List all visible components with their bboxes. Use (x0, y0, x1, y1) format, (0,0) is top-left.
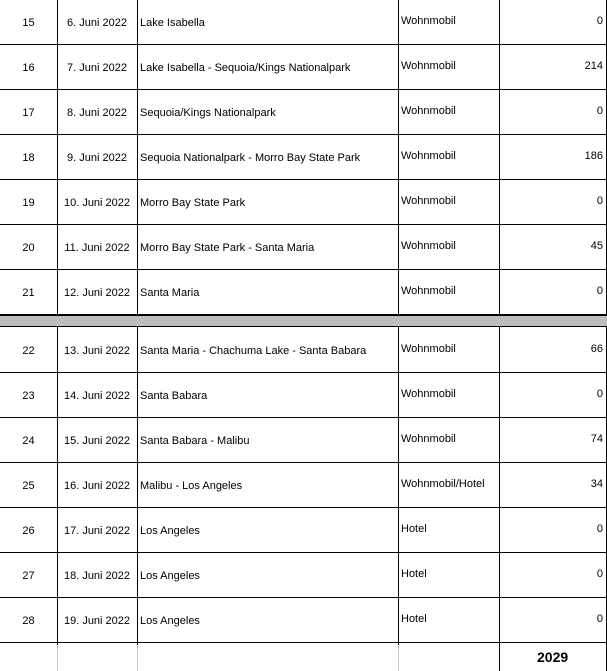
row-date: 17. Juni 2022 (63, 525, 131, 537)
row-date: 10. Juni 2022 (63, 197, 131, 209)
row-km: 66 (590, 343, 603, 355)
row-km: 214 (584, 60, 603, 72)
row-route: Morro Bay State Park - Santa Maria (140, 242, 315, 254)
table-row (0, 463, 607, 508)
row-date: 14. Juni 2022 (63, 390, 131, 402)
table-row (0, 553, 607, 598)
row-km: 0 (596, 105, 603, 117)
row-route: Morro Bay State Park (140, 197, 246, 209)
total-row (0, 645, 607, 671)
row-route: Los Angeles (140, 615, 200, 627)
row-route: Sequoia Nationalpark - Morro Bay State Park (140, 152, 361, 164)
row-vehicle-type: Wohnmobil (401, 105, 456, 117)
row-km: 0 (596, 285, 603, 297)
section-separator (0, 315, 607, 327)
row-vehicle-type: Wohnmobil (401, 240, 456, 252)
row-date: 15. Juni 2022 (63, 435, 131, 447)
row-date: 18. Juni 2022 (63, 570, 131, 582)
row-date: 16. Juni 2022 (63, 480, 131, 492)
row-km: 0 (596, 195, 603, 207)
row-vehicle-type: Hotel (401, 568, 427, 580)
row-route: Santa Maria (140, 287, 200, 299)
row-km: 0 (596, 613, 603, 625)
row-vehicle-type: Hotel (401, 523, 427, 535)
row-route: Sequoia/Kings Nationalpark (140, 107, 276, 119)
table-row (0, 598, 607, 643)
row-number: 19 (22, 197, 35, 209)
row-number: 22 (22, 345, 35, 357)
row-route: Los Angeles (140, 525, 200, 537)
row-date: 8. Juni 2022 (67, 107, 127, 119)
row-km: 74 (590, 433, 603, 445)
row-route: Lake Isabella - Sequoia/Kings Nationalpark (140, 62, 351, 74)
table-row (0, 418, 607, 463)
row-number: 25 (22, 480, 35, 492)
row-number: 23 (22, 390, 35, 402)
row-vehicle-type: Wohnmobil (401, 195, 456, 207)
row-vehicle-type: Wohnmobil (401, 285, 456, 297)
row-vehicle-type: Hotel (401, 613, 427, 625)
row-vehicle-type: Wohnmobil (401, 15, 456, 27)
row-vehicle-type: Wohnmobil (401, 433, 456, 445)
row-route: Santa Maria - Chachuma Lake - Santa Babara (140, 345, 367, 357)
row-vehicle-type: Wohnmobil (401, 388, 456, 400)
row-vehicle-type: Wohnmobil (401, 60, 456, 72)
row-vehicle-type: Wohnmobil (401, 343, 456, 355)
row-route: Los Angeles (140, 570, 200, 582)
row-km: 34 (590, 478, 603, 490)
table-row (0, 180, 607, 225)
table-row (0, 373, 607, 418)
row-number: 16 (22, 62, 35, 74)
row-number: 20 (22, 242, 35, 254)
row-km: 0 (596, 15, 603, 27)
row-km: 0 (596, 568, 603, 580)
row-number: 17 (22, 107, 35, 119)
row-route: Santa Babara (140, 390, 208, 402)
row-km: 0 (596, 388, 603, 400)
table-row (0, 135, 607, 180)
row-route: Santa Babara - Malibu (140, 435, 250, 447)
total-km: 2029 (537, 649, 569, 665)
row-km: 186 (584, 150, 603, 162)
table-row (0, 225, 607, 270)
table-row (0, 0, 607, 45)
table-row (0, 328, 607, 373)
row-date: 9. Juni 2022 (67, 152, 127, 164)
row-date: 7. Juni 2022 (67, 62, 127, 74)
row-date: 13. Juni 2022 (63, 345, 131, 357)
table-row (0, 90, 607, 135)
row-vehicle-type: Wohnmobil (401, 150, 456, 162)
table-row (0, 45, 607, 90)
row-date: 6. Juni 2022 (67, 17, 127, 29)
row-date: 11. Juni 2022 (64, 242, 130, 254)
row-number: 24 (22, 435, 35, 447)
row-route: Lake Isabella (140, 17, 205, 29)
row-vehicle-type: Wohnmobil/Hotel (401, 478, 485, 490)
row-number: 27 (22, 570, 35, 582)
row-number: 28 (22, 615, 35, 627)
table-row (0, 270, 607, 315)
row-km: 45 (590, 240, 603, 252)
row-number: 18 (22, 152, 35, 164)
row-date: 19. Juni 2022 (63, 615, 131, 627)
row-number: 26 (22, 525, 35, 537)
row-km: 0 (596, 523, 603, 535)
table-row (0, 508, 607, 553)
row-number: 21 (22, 287, 35, 299)
row-route: Malibu - Los Angeles (140, 480, 243, 492)
row-date: 12. Juni 2022 (63, 287, 131, 299)
row-number: 15 (22, 17, 35, 29)
